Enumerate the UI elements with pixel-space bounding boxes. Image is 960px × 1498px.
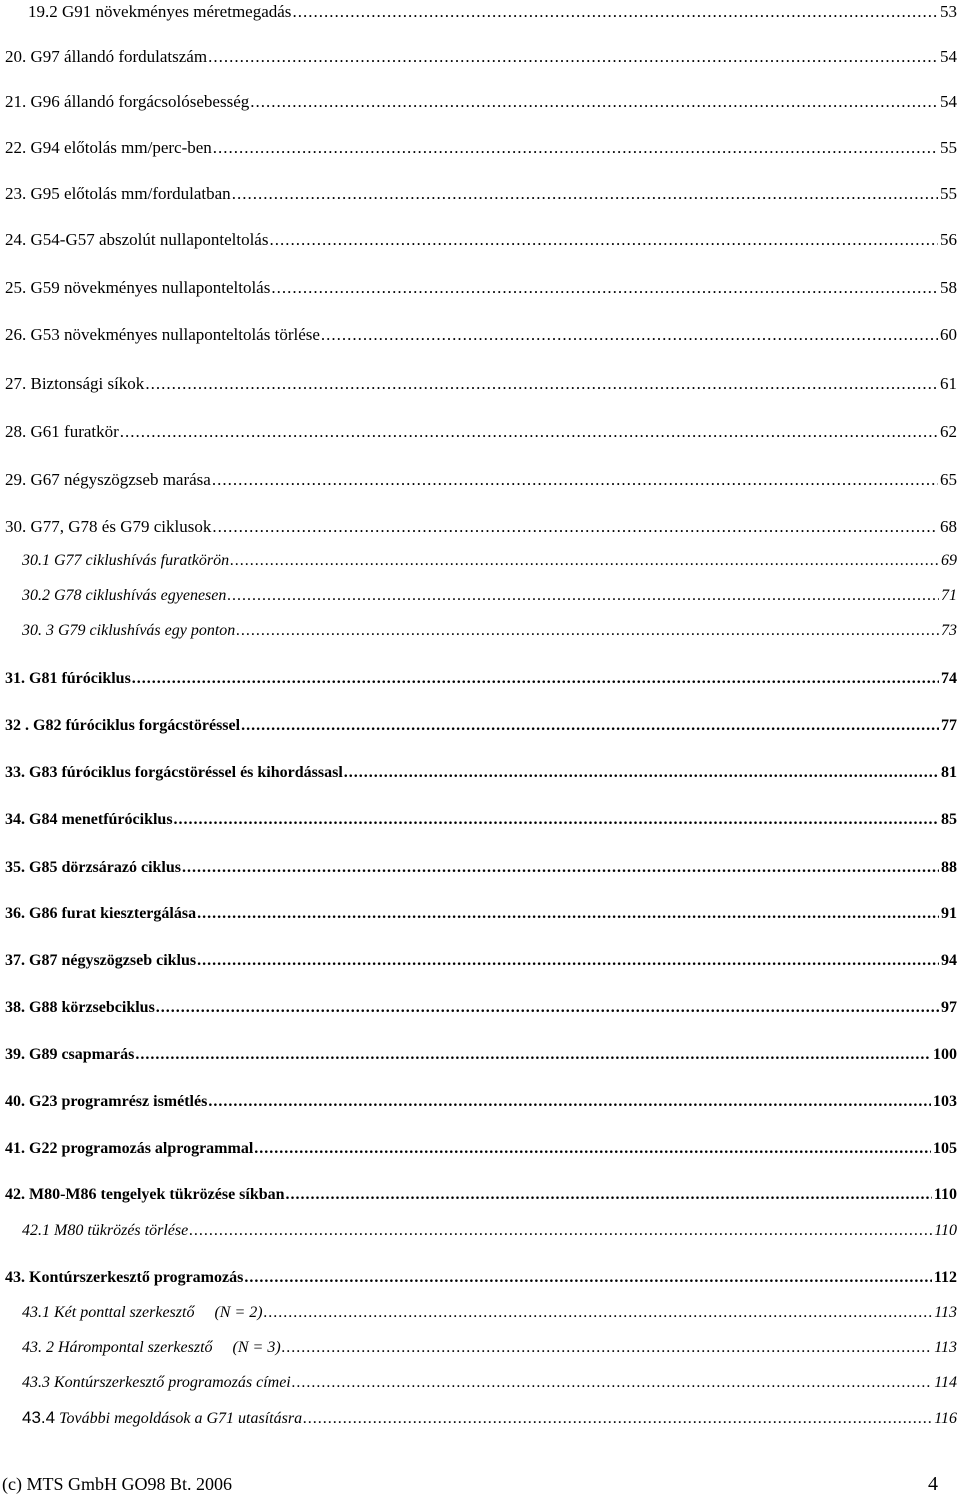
toc-entry-label: 30.1 G77 ciklushívás furatkörön [22, 552, 230, 569]
toc-entry-page: 103 [933, 1093, 957, 1110]
toc-subentry[interactable] [22, 1336, 957, 1360]
toc-subentry[interactable] [22, 1406, 957, 1430]
toc-entry-label: 35. G85 dörzsárazó ciklus [5, 859, 181, 876]
toc-subentry[interactable] [22, 549, 957, 573]
dot-leader [212, 468, 938, 492]
toc-entry-label: 24. G54-G57 abszolút nullaponteltolás [5, 230, 269, 249]
toc-entry-page: 112 [933, 1269, 957, 1286]
toc-entry-label: 20. G97 állandó fordulatszám [5, 47, 208, 66]
toc-entry-page: 74 [941, 670, 957, 687]
toc-entry-page: 114 [934, 1374, 957, 1391]
dot-leader [264, 1301, 933, 1325]
dot-leader [208, 45, 938, 69]
dot-leader [232, 182, 938, 206]
toc-entry-label: 43.1 Két ponttal szerkesztő (N = 2) [22, 1304, 263, 1321]
footer-copyright: (c) MTS GmbH GO98 Bt. 2006 [2, 1474, 232, 1494]
toc-entry[interactable] [5, 136, 957, 160]
toc-entry-page: 54 [940, 47, 957, 66]
toc-entry-label: 41. G22 programozás alprogrammal [5, 1140, 254, 1157]
dot-leader [292, 1371, 932, 1395]
toc-entry[interactable] [5, 856, 957, 880]
toc-entry[interactable] [5, 420, 957, 444]
toc-entry-text: További megoldások a G71 utasításra [55, 1410, 303, 1427]
toc-entry-label: 31. G81 fúróciklus [5, 670, 131, 687]
toc-entry[interactable] [5, 667, 957, 691]
toc-entry-label: 30. G77, G78 és G79 ciklusok [5, 517, 212, 536]
toc-entry-page: 55 [940, 184, 957, 203]
toc-entry-page: 97 [941, 999, 957, 1016]
toc-entry[interactable] [5, 515, 957, 539]
toc-entry-page: 91 [941, 905, 957, 922]
toc-entry-page: 73 [941, 622, 957, 639]
toc-subentry[interactable] [22, 619, 957, 643]
toc-entry-page: 58 [940, 278, 957, 297]
toc-entry-label: 37. G87 négyszögzseb ciklus [5, 952, 197, 969]
dot-leader [135, 1043, 931, 1067]
dot-leader [197, 902, 939, 926]
toc-entry[interactable] [5, 1043, 957, 1067]
toc-entry-page: 55 [940, 138, 957, 157]
toc-subentry[interactable] [22, 1219, 957, 1243]
toc-entry[interactable] [5, 761, 957, 785]
toc-entry-label: 29. G67 négyszögzseb marása [5, 470, 211, 489]
dot-leader [271, 276, 938, 300]
toc-entry-page: 110 [934, 1222, 957, 1239]
dot-leader [208, 1090, 931, 1114]
toc-entry-page: 113 [934, 1304, 957, 1321]
toc-entry-page: 61 [940, 374, 957, 393]
toc-entry-number: 43.4 [22, 1408, 56, 1427]
toc-entry-label: 38. G88 körzsebciklus [5, 999, 155, 1016]
toc-entry-label: 33. G83 fúróciklus forgácstöréssel és kihordássasl [5, 764, 343, 781]
dot-leader [269, 228, 938, 252]
toc-entry-label: 22. G94 előtolás mm/perc-ben [5, 138, 212, 157]
toc-entry[interactable] [5, 1266, 957, 1290]
toc-entry[interactable] [5, 902, 957, 926]
toc-entry-page: 54 [940, 92, 957, 111]
dot-leader [344, 761, 939, 785]
toc-entry-page: 62 [940, 422, 957, 441]
toc-entry-label: 30.2 G78 ciklushívás egyenesen [22, 587, 227, 604]
toc-entry-page: 105 [933, 1140, 957, 1157]
toc-entry-label: 34. G84 menetfúróciklus [5, 811, 173, 828]
dot-leader [145, 372, 938, 396]
dot-leader [230, 549, 939, 573]
toc-entry[interactable] [5, 1183, 957, 1207]
toc-subentry[interactable] [22, 584, 957, 608]
dot-leader [321, 323, 938, 347]
toc-entry-label: 19.2 G91 növekményes méretmegadás [28, 2, 292, 21]
toc-entry-label: 21. G96 állandó forgácsolósebesség [5, 92, 250, 111]
dot-leader [197, 949, 939, 973]
toc-subentry[interactable] [22, 1371, 957, 1395]
toc-entry-page: 88 [941, 859, 957, 876]
toc-entry-page: 68 [940, 517, 957, 536]
toc-entry-page: 60 [940, 325, 957, 344]
toc-entry-page: 77 [941, 717, 957, 734]
toc-entry[interactable] [5, 228, 957, 252]
toc-entry-label: 40. G23 programrész ismétlés [5, 1093, 208, 1110]
toc-entry-page: 100 [933, 1046, 957, 1063]
toc-entry[interactable] [5, 45, 957, 69]
toc-entry-page: 113 [934, 1339, 957, 1356]
dot-leader [303, 1407, 932, 1431]
footer-page-number: 4 [928, 1473, 938, 1495]
toc-entry-label: 28. G61 furatkör [5, 422, 119, 441]
toc-entry[interactable] [5, 90, 957, 114]
dot-leader [156, 996, 939, 1020]
page-footer [0, 1470, 960, 1498]
toc-entry-label: 27. Biztonsági síkok [5, 374, 145, 393]
dot-leader [212, 515, 938, 539]
toc-subentry[interactable] [22, 1301, 957, 1325]
toc-entry[interactable] [5, 323, 957, 347]
toc-entry[interactable] [5, 182, 957, 206]
toc-entry-page: 116 [934, 1410, 957, 1427]
toc-entry-page: 71 [941, 587, 957, 604]
dot-leader [254, 1137, 931, 1161]
dot-leader [174, 808, 939, 832]
toc-entry-label: 25. G59 növekményes nullaponteltolás [5, 278, 271, 297]
dot-leader [250, 90, 938, 114]
toc-entry[interactable] [5, 1137, 957, 1161]
dot-leader [213, 136, 938, 160]
toc-entry-page: 81 [941, 764, 957, 781]
toc-entry-label: 43. 2 Hárompontal szerkesztő (N = 3) [22, 1339, 281, 1356]
toc-entry[interactable] [5, 372, 957, 396]
toc-entry-label: 26. G53 növekményes nullaponteltolás törlése [5, 325, 320, 344]
toc-entry-label: 32 . G82 fúróciklus forgácstöréssel [5, 717, 241, 734]
toc-entry-label: 42. M80-M86 tengelyek tükrözése síkban [5, 1186, 285, 1203]
toc-entry-page: 69 [941, 552, 957, 569]
toc-entry[interactable] [5, 468, 957, 492]
toc-entry-label: 43.3 Kontúrszerkesztő programozás címei [22, 1374, 291, 1391]
toc-entry-label: 36. G86 furat kiesztergálása [5, 905, 197, 922]
dot-leader [189, 1219, 932, 1243]
dot-leader [244, 1266, 932, 1290]
toc-entry[interactable] [5, 714, 957, 738]
toc-entry-page: 110 [933, 1186, 957, 1203]
toc-entry-label: 39. G89 csapmarás [5, 1046, 135, 1063]
toc-entry-page: 94 [941, 952, 957, 969]
toc-entry-label: 30. 3 G79 ciklushívás egy ponton [22, 622, 236, 639]
dot-leader [227, 584, 939, 608]
toc-entry-page: 65 [940, 470, 957, 489]
toc-entry[interactable] [5, 808, 957, 832]
toc-entry[interactable] [28, 0, 957, 24]
toc-entry[interactable] [5, 949, 957, 973]
dot-leader [292, 0, 938, 24]
toc-entry-page: 85 [941, 811, 957, 828]
toc-entry-page: 53 [940, 2, 957, 21]
dot-leader [132, 667, 939, 691]
toc-entry[interactable] [5, 276, 957, 300]
dot-leader [286, 1183, 932, 1207]
dot-leader [182, 856, 939, 880]
toc-entry-page: 56 [940, 230, 957, 249]
toc-entry-label: 42.1 M80 tükrözés törlése [22, 1222, 189, 1239]
toc-entry[interactable] [5, 1090, 957, 1114]
dot-leader [120, 420, 938, 444]
toc-entry-label: 43. Kontúrszerkesztő programozás [5, 1269, 244, 1286]
dot-leader [236, 619, 939, 643]
toc-entry[interactable] [5, 996, 957, 1020]
dot-leader [282, 1336, 933, 1360]
toc-entry-label [22, 1406, 303, 1431]
dot-leader [241, 714, 939, 738]
toc-entry-label: 23. G95 előtolás mm/fordulatban [5, 184, 231, 203]
